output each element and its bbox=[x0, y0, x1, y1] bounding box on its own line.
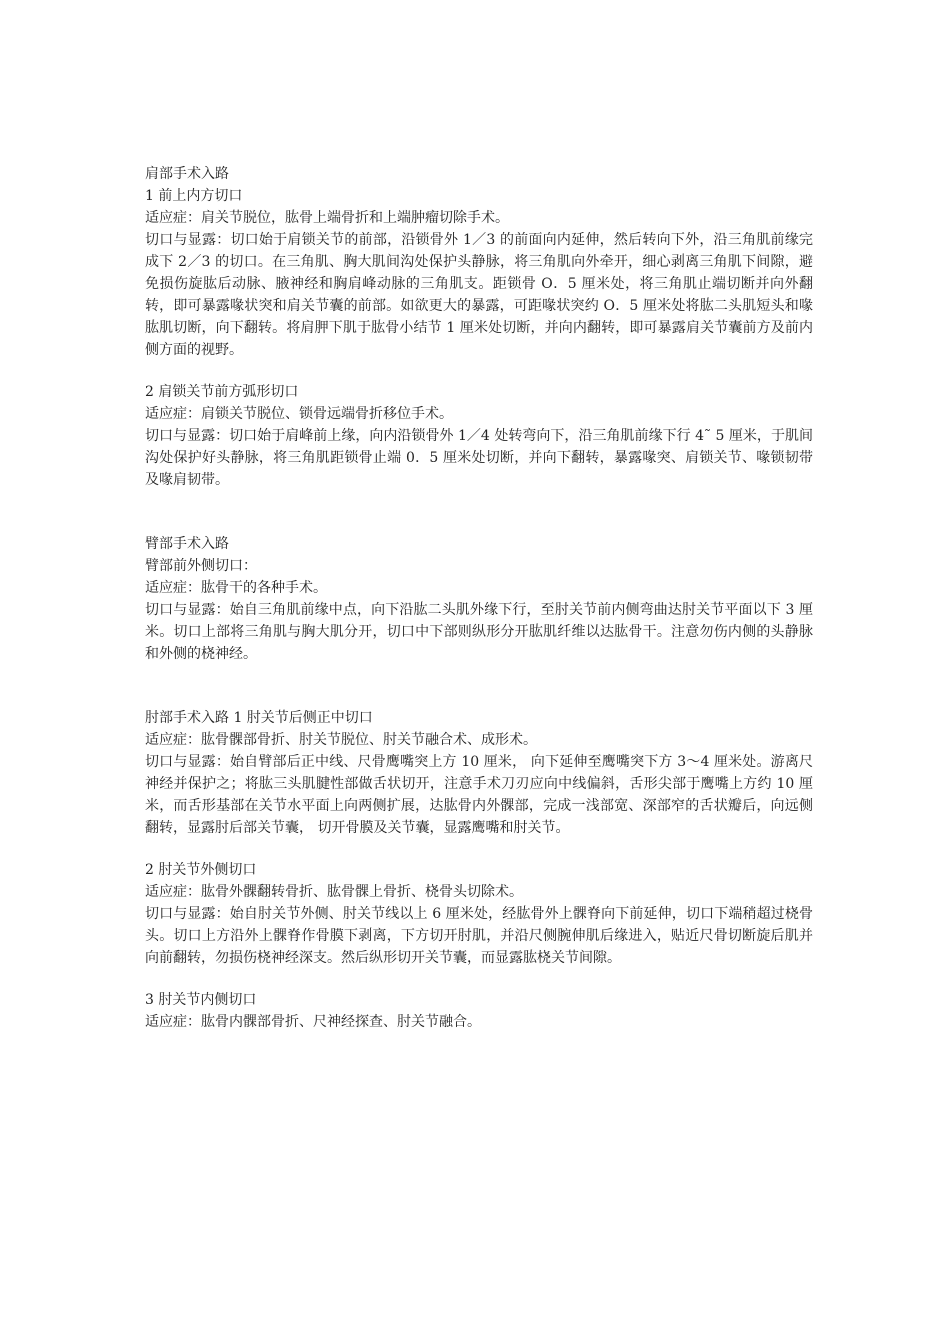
indication-text: 适应症：肱骨外髁翻转骨折、肱骨髁上骨折、桡骨头切除术。 bbox=[145, 884, 523, 900]
indication-text: 适应症：肱骨髁部骨折、肘关节脱位、肘关节融合术、成形术。 bbox=[145, 732, 537, 748]
subsection-heading: 2 肩锁关节前方弧形切口 bbox=[145, 384, 299, 400]
description-paragraph: 切口与显露：始自臂部后正中线、尺骨鹰嘴突上方 10 厘米， 向下延伸至鹰嘴突下方 3～4 厘米处。游离尺神经并保护之；将肱三头肌腱性部做舌状切开，注意手术刀刃应向中线偏斜，舌形尖部于鹰嘴上方约 10 厘米，而舌形基部在关节水平面上向两侧扩展，达肱骨内外髁部，完成一浅部宽、深部窄的舌状瓣后，向远侧翻转，显露肘后部关节囊， 切开骨膜及关节囊，显露鹰嘴和肘关节。 bbox=[145, 754, 813, 836]
subsection-heading: 3 肘关节内侧切口 bbox=[145, 992, 257, 1008]
indication-text: 适应症：肩关节脱位，肱骨上端骨折和上端肿瘤切除手术。 bbox=[145, 210, 509, 226]
indication-text: 适应症：肱骨干的各种手术。 bbox=[145, 580, 327, 596]
description-paragraph: 切口与显露：始自三角肌前缘中点，向下沿肱二头肌外缘下行，至肘关节前内侧弯曲达肘关节平面以下 3 厘米。切口上部将三角肌与胸大肌分开，切口中下部则纵形分开肱肌纤维以达肱骨干。注意勿伤内侧的头静脉和外侧的桡神经。 bbox=[145, 602, 813, 662]
description-paragraph: 切口与显露：切口始于肩锁关节的前部，沿锁骨外 1／3 的前面向内延伸，然后转向下外，沿三角肌前缘完成下 2／3 的切口。在三角肌、胸大肌间沟处保护头静脉，将三角肌向外牵开，细心剥离三角肌下间隙，避免损伤旋肱后动脉、腋神经和胸肩峰动脉的三角肌支。距锁骨 O．5 厘米处，将三角肌止端切断并向外翻转，即可暴露喙状突和肩关节囊的前部。如欲更大的暴露，可距喙状突约 O．5 厘米处将肱二头肌短头和喙肱肌切断，向下翻转。将肩胛下肌于肱骨小结节 1 厘米处切断，并向内翻转，即可暴露肩关节囊前方及前内侧方面的视野。 bbox=[145, 232, 813, 358]
description-paragraph: 切口与显露：切口始于肩峰前上缘，向内沿锁骨外 1／4 处转弯向下，沿三角肌前缘下行 4˜ 5 厘米，于肌间沟处保护好头静脉，将三角肌距锁骨止端 0．5 厘米处切断，并向下翻转，暴露喙突、肩锁关节、喙锁韧带及喙肩韧带。 bbox=[145, 428, 813, 488]
section-title-shoulder: 肩部手术入路 bbox=[145, 166, 229, 182]
subsection-heading: 臂部前外侧切口： bbox=[145, 558, 257, 574]
indication-text: 适应症：肱骨内髁部骨折、尺神经探查、肘关节融合。 bbox=[145, 1014, 481, 1030]
indication-text: 适应症：肩锁关节脱位、锁骨远端骨折移位手术。 bbox=[145, 406, 453, 422]
subsection-heading: 1 前上内方切口 bbox=[145, 188, 243, 204]
document-body bbox=[145, 163, 813, 1033]
description-paragraph: 切口与显露：始自肘关节外侧、肘关节线以上 6 厘米处，经肱骨外上髁脊向下前延伸，切口下端稍超过桡骨头。切口上方沿外上髁脊作骨膜下剥离，下方切开肘肌，并沿尺侧腕伸肌后缘进入，贴近尺骨切断旋后肌并向前翻转，勿损伤桡神经深支。然后纵形切开关节囊，而显露肱桡关节间隙。 bbox=[145, 906, 813, 966]
section-title-elbow: 肘部手术入路 1 肘关节后侧正中切口 bbox=[145, 710, 373, 726]
section-title-arm: 臂部手术入路 bbox=[145, 536, 229, 552]
subsection-heading: 2 肘关节外侧切口 bbox=[145, 862, 257, 878]
